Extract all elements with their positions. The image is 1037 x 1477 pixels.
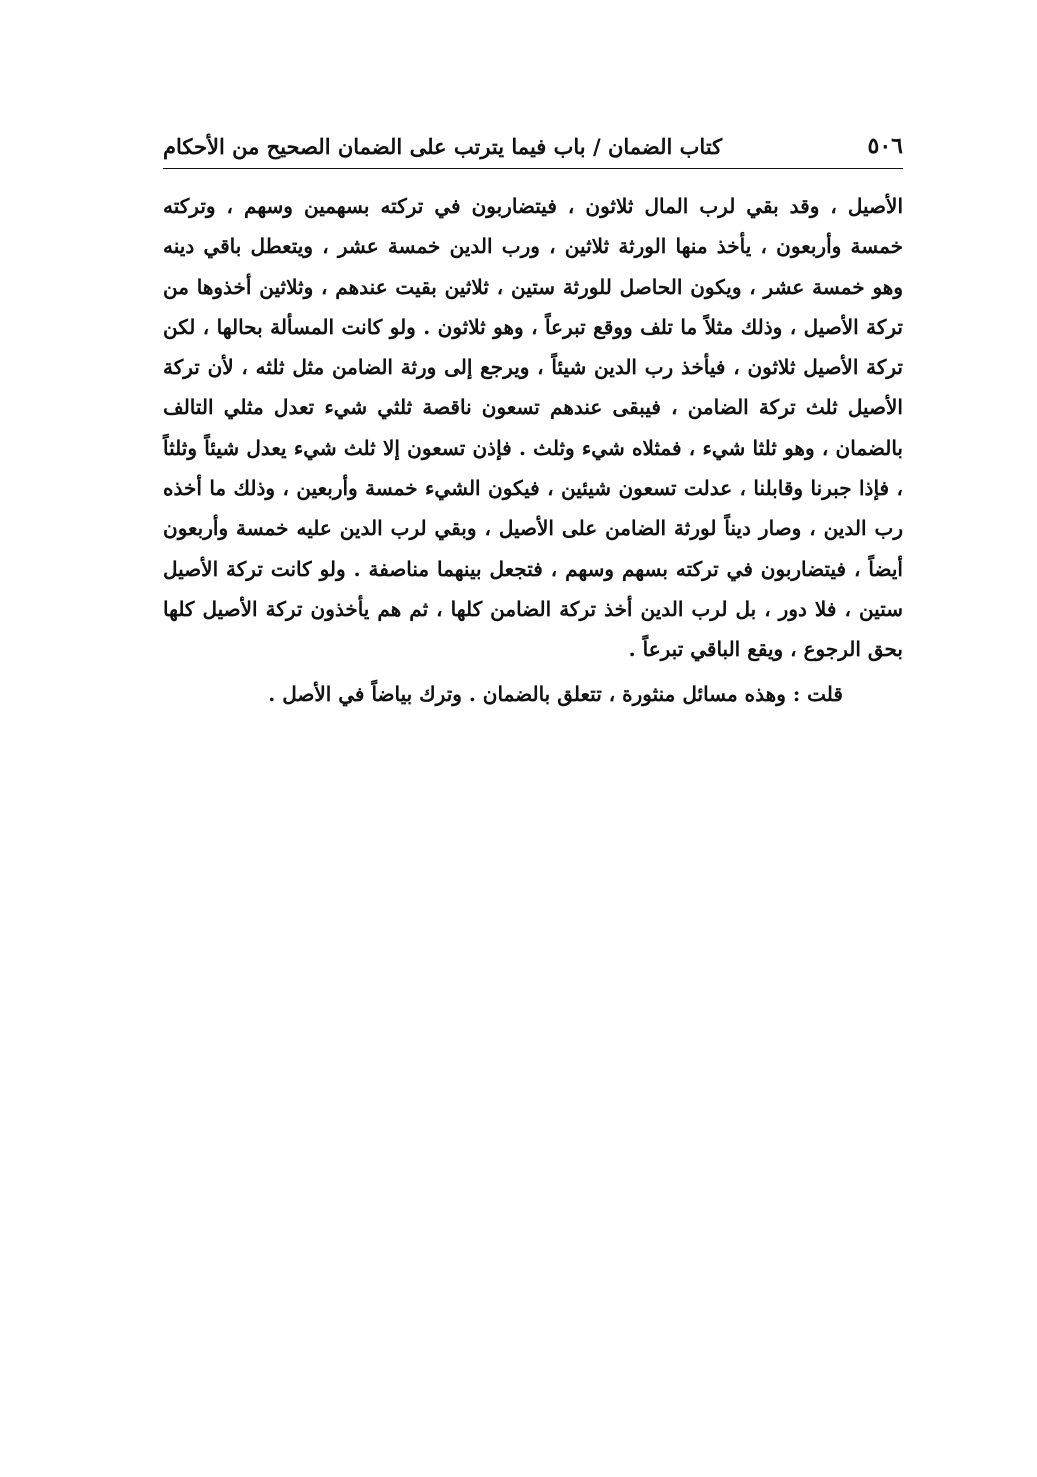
body-text	[163, 186, 903, 714]
chapter-title: كتاب الضمان / باب فيما يترتب على الضمان الصحيح من الأحكام	[163, 133, 723, 159]
main-paragraph: الأصيل ، وقد بقي لرب المال ثلاثون ، فيتضاربون في تركته بسهمين وسهم ، وتركته خمسة وأربعون ، يأخذ منها الورثة ثلاثين ، ورب الدين خمسة عشر ، ويتعطل باقي دينه وهو خمسة عشر ، ويكون الحاصل للورثة ستين ، ثلاثين بقيت عندهم ، وثلاثين أخذوها من تركة الأصيل ، وذلك مثلاً ما تلف ووقع تبرعاً ، وهو ثلاثون . ولو كانت المسألة بحالها ، لكن تركة الأصيل ثلاثون ، فيأخذ رب الدين شيئاً ، ويرجع إلى ورثة الضامن مثل ثلثه ، لأن تركة الأصيل ثلث تركة الضامن ، فيبقى عندهم تسعون ناقصة ثلثي شيء تعدل مثلي التالف بالضمان ، وهو ثلثا شيء ، فمثلاه شيء وثلث . فإذن تسعون إلا ثلث شيء يعدل شيئاً وثلثاً ، فإذا جبرنا وقابلنا ، عدلت تسعون شيئين ، فيكون الشيء خمسة وأربعين ، وذلك ما أخذه رب الدين ، وصار ديناً لورثة الضامن على الأصيل ، وبقي لرب الدين عليه خمسة وأربعون أيضاً ، فيتضاربون في تركته بسهم وسهم ، فتجعل بينهما مناصفة . ولو كانت تركة الأصيل ستين ، فلا دور ، بل لرب الدين أخذ تركة الضامن كلها ، ثم هم يأخذون تركة الأصيل كلها بحق الرجوع ، ويقع الباقي تبرعاً .	[163, 194, 903, 662]
running-header	[163, 126, 903, 166]
page-number: ٥٠٦	[867, 133, 903, 159]
header-rule	[163, 168, 903, 169]
closing-note: قلت : وهذه مسائل منثورة ، تتعلق بالضمان . وترك بياضاً في الأصل .	[268, 681, 843, 706]
